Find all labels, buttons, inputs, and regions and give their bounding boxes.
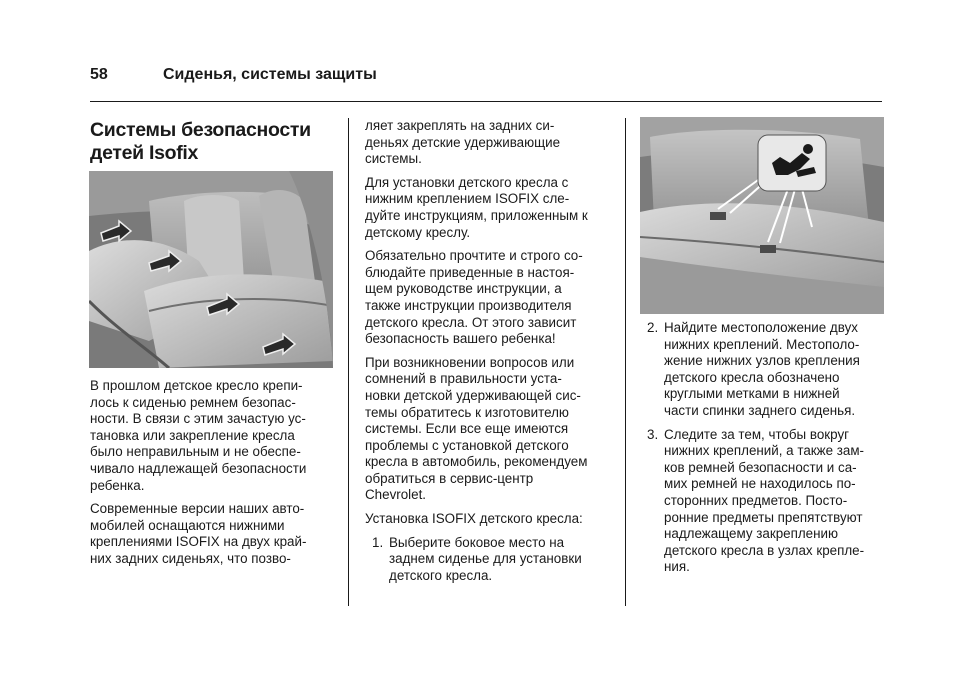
text-line: лось к сиденью ремнем безопас-	[90, 394, 296, 410]
text-line: системы.	[365, 151, 422, 167]
list-item	[640, 320, 884, 420]
column-2	[365, 118, 615, 591]
text-line: нижних креплений. Местополо-	[664, 336, 860, 352]
text-line: деньях детские удерживающие	[365, 134, 561, 150]
column-divider-left	[348, 118, 349, 606]
text-line: жение нижних узлов крепления	[664, 353, 860, 369]
column-divider-right	[625, 118, 626, 606]
text-line: нижних креплений, а также зам-	[664, 443, 865, 459]
text-line: сторонних предметов. Посто-	[664, 492, 848, 508]
text-line: Chevrolet.	[365, 487, 427, 503]
text-line: них задних сиденьях, что позво-	[90, 550, 291, 566]
text-line: нижним креплением ISOFIX сле-	[365, 191, 570, 207]
page-number: 58	[90, 66, 108, 83]
text-line: детскому креслу.	[365, 224, 471, 240]
paragraph	[365, 511, 615, 528]
text-line: мобилей оснащаются нижними	[90, 517, 285, 533]
text-line: Найдите местоположение двух	[664, 320, 858, 335]
steps-list	[365, 535, 615, 585]
paragraph	[90, 501, 336, 567]
steps-list	[640, 320, 884, 576]
paragraph	[365, 355, 615, 504]
section-title-line-1: Системы безопасности	[90, 119, 311, 141]
text-line: В прошлом детское кресло крепи-	[90, 378, 303, 393]
text-line: безопасность вашего ребенка!	[365, 331, 556, 347]
column-3	[640, 320, 884, 583]
text-line: детского кресла в узлах крепле-	[664, 542, 865, 558]
text-line: Следите за тем, чтобы вокруг	[664, 426, 850, 442]
text-line: также инструкции производителя	[365, 297, 572, 313]
text-line: щем руководстве инструкции, а	[365, 281, 562, 297]
header-rule	[90, 101, 882, 102]
text-line: При возникновении вопросов или	[365, 354, 575, 370]
text-line: Установка ISOFIX детского кресла:	[365, 511, 583, 527]
text-line: сомнений в правильности уста-	[365, 371, 562, 387]
column-1	[90, 378, 336, 575]
text-line: части спинки заднего сиденья.	[664, 402, 856, 418]
text-line: дуйте инструкциям, приложенным к	[365, 207, 588, 223]
text-line: ния.	[664, 559, 690, 575]
list-item	[640, 427, 884, 576]
running-header-title: Сиденья, системы защиты	[163, 66, 377, 83]
text-line: детского кресла.	[389, 567, 493, 583]
paragraph	[365, 175, 615, 241]
text-line: заднем сиденье для установки	[389, 551, 582, 567]
text-line: системы. Если все еще имеются	[365, 421, 569, 437]
text-line: кресла в автомобиль, рекомендуем	[365, 454, 588, 470]
text-line: детского кресла обозначено	[664, 369, 840, 385]
text-line: детского кресла. От этого зависит	[365, 314, 577, 330]
step-number: 2.	[647, 320, 659, 335]
text-line: обратиться в сервис-центр	[365, 470, 534, 486]
step-number: 3.	[647, 426, 659, 442]
text-line: блюдайте приведенные в настоя-	[365, 264, 575, 280]
text-line: надлежащему закреплению	[664, 526, 839, 542]
text-line: проблемы с установкой детского	[365, 437, 569, 453]
isofix-anchor-location-illustration	[640, 117, 884, 314]
list-item	[365, 535, 615, 585]
paragraph	[365, 248, 615, 348]
text-line: было неправильным и не обеспе-	[90, 444, 301, 460]
text-line: ребенка.	[90, 477, 145, 493]
text-line: круглыми метками в нижней	[664, 386, 840, 402]
text-line: новки детской удерживающей сис-	[365, 387, 581, 403]
text-line: темы обратитесь к изготовителю	[365, 404, 569, 420]
text-line: Выберите боковое место на	[389, 534, 565, 550]
text-line: тановка или закрепление кресла	[90, 427, 295, 443]
text-line: чивало надлежащей безопасности	[90, 460, 307, 476]
text-line: мих ремней не находилось по-	[664, 476, 856, 492]
text-line: ности. В связи с этим зачастую ус-	[90, 411, 306, 427]
section-title-line-2: детей Isofix	[90, 142, 199, 164]
section-title	[90, 119, 340, 165]
text-line: ляет закреплять на задних си-	[365, 118, 555, 133]
step-number: 1.	[372, 534, 384, 550]
text-line: Для установки детского кресла с	[365, 174, 569, 190]
text-line: креплениями ISOFIX на двух край-	[90, 534, 307, 550]
text-line: Современные версии наших авто-	[90, 501, 305, 517]
text-line: ков ремней безопасности и са-	[664, 459, 857, 475]
rear-seat-isofix-arrows-illustration	[89, 171, 333, 368]
text-line: ронние предметы препятствуют	[664, 509, 863, 525]
paragraph	[365, 118, 615, 168]
paragraph	[90, 378, 336, 494]
text-line: Обязательно прочтите и строго со-	[365, 248, 583, 264]
